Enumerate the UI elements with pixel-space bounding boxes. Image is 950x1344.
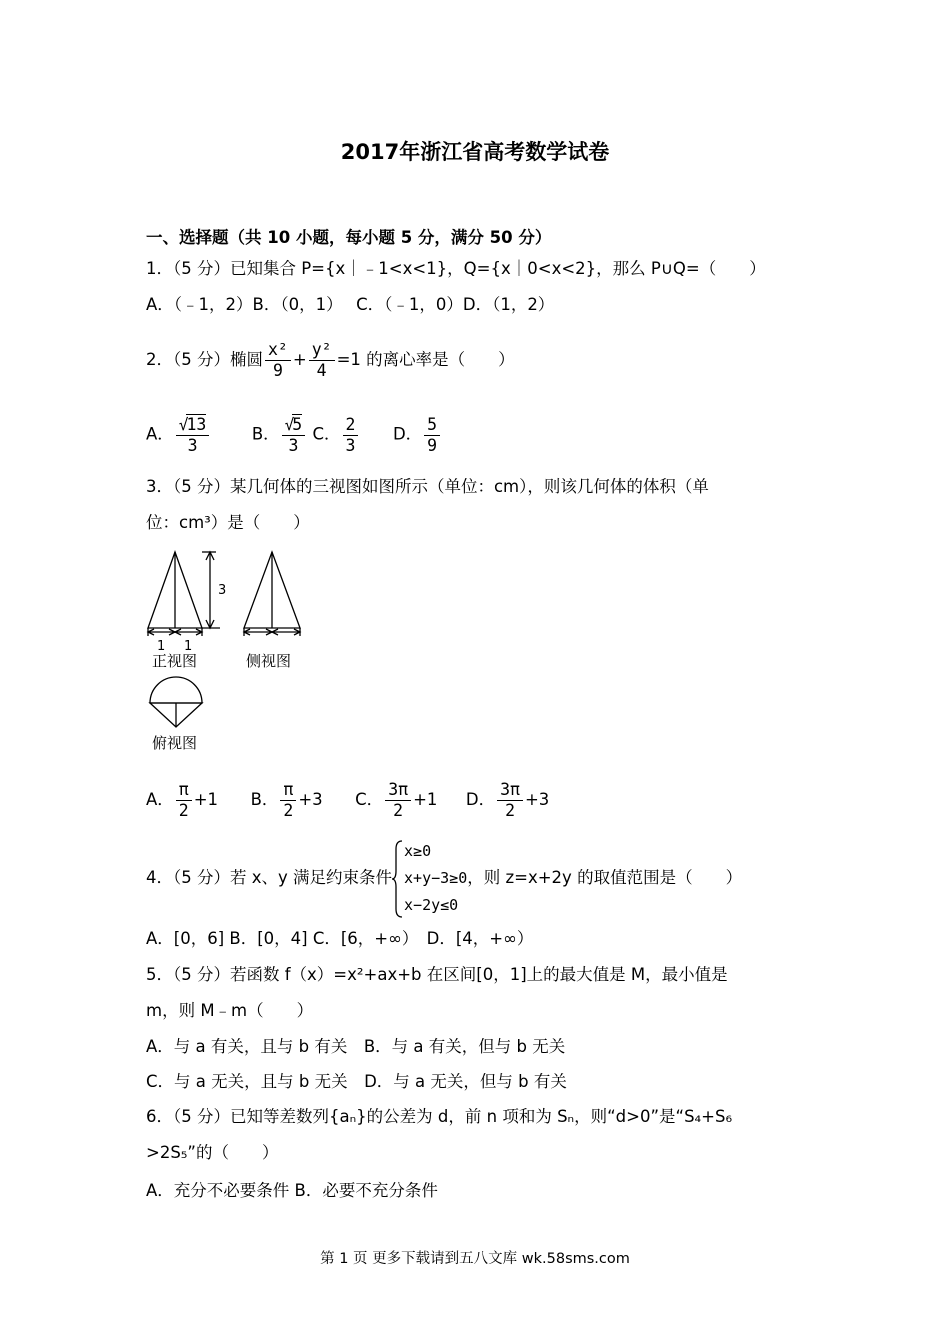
q2-prefix: 2．（5 分）椭圆	[146, 350, 263, 369]
page-footer: 第 1 页 更多下载请到五八文库 wk.58sms.com	[320, 1251, 630, 1267]
q3-option-a-label: A．	[146, 790, 174, 809]
q2-option-d-value: $\frac{5}{9}$	[424, 415, 440, 456]
question-2-text	[146, 340, 515, 381]
question-6-line-1: 6．（5 分）已知等差数列{aₙ}的公差为 d，前 n 项和为 Sₙ，则“d>0”是“S₄+S₆	[146, 1107, 733, 1126]
top-view-label: 俯视图	[152, 734, 198, 752]
q2-option-b-label: B．	[251, 424, 280, 444]
dim-label-1-right: 1	[184, 639, 193, 654]
three-view-figure	[140, 548, 320, 756]
question-1-options: A．（﹣1，2）B．（0，1） C．（﹣1，0）D．（1，2）	[146, 295, 555, 314]
section-heading: 一、选择题（共 10 小题，每小题 5 分，满分 50 分）	[146, 228, 552, 247]
question-6-options-ab: A．充分不必要条件 B．必要不充分条件	[146, 1181, 438, 1200]
constraint-1: x≥0	[404, 842, 432, 860]
q2-fraction-y: $\frac{\text{y²}}{4}$	[309, 340, 335, 381]
q2-fraction-x: $\frac{\text{x²}}{9}$	[265, 340, 291, 381]
q4-prefix: 4．（5 分）若 x、y 满足约束条件	[146, 868, 393, 887]
question-3-options	[146, 780, 549, 821]
q2-option-b-value: $\frac{√5}{3}$	[282, 414, 306, 456]
question-4-text	[146, 838, 742, 919]
top-view-semicircle	[150, 677, 202, 703]
question-5-options-ab: A．与 a 有关，且与 b 有关 B．与 a 有关，但与 b 无关	[146, 1037, 566, 1056]
question-4-options: A．[0，6] B．[0，4] C．[6，+∞） D．[4，+∞）	[146, 929, 534, 948]
q3-option-c-label: C．	[355, 790, 384, 809]
question-1-text: 1．（5 分）已知集合 P={x｜﹣1<x<1}，Q={x｜0<x<2}，那么 P∪Q=（ ）	[146, 259, 766, 278]
q2-option-c-value: $\frac{2}{3}$	[343, 415, 359, 456]
constraint-2: x+y−3≥0	[404, 869, 468, 887]
q3-option-d-suffix: +3	[524, 790, 550, 809]
q3-option-c-suffix: +1	[413, 790, 438, 809]
front-view-label: 正视图	[152, 652, 198, 670]
question-6-line-2: >2S₅”的（ ）	[146, 1143, 279, 1162]
q3-option-d-label: D．	[465, 790, 496, 809]
q2-option-c-label: C．	[312, 424, 341, 444]
constraint-brace	[392, 839, 404, 919]
question-5-line-1: 5．（5 分）若函数 f（x）=x²+ax+b 在区间[0，1]上的最大值是 M，最小值是	[146, 965, 728, 984]
page-title: 2017年浙江省高考数学试卷	[340, 140, 610, 164]
constraint-system	[404, 838, 467, 919]
question-5-options-cd: C．与 a 无关，且与 b 无关 D．与 a 无关，但与 b 有关	[146, 1072, 567, 1091]
dim-label-1-left: 1	[157, 639, 166, 654]
question-3-line-2: 位：cm³）是（ ）	[146, 513, 310, 532]
q3-option-b-suffix: +3	[298, 790, 323, 809]
q2-suffix: =1 的离心率是（ ）	[336, 350, 515, 369]
q3-option-b-label: B．	[250, 790, 279, 809]
q3-option-c-frac: $\frac{3\pi}{2}$	[385, 780, 411, 821]
q2-option-a-label: A．	[146, 424, 174, 444]
q2-plus: +	[292, 350, 307, 369]
q4-suffix: ，则 z=x+2y 的取值范围是（ ）	[467, 868, 743, 887]
question-2-options	[146, 414, 442, 456]
q3-option-b-frac: $\frac{\pi}{2}$	[280, 780, 296, 821]
question-3-line-1: 3．（5 分）某几何体的三视图如图所示（单位：cm），则该几何体的体积（单	[146, 477, 709, 496]
dim-label-3: 3	[218, 583, 227, 598]
q2-option-d-label: D．	[392, 424, 423, 444]
q3-option-a-frac: $\frac{\pi}{2}$	[176, 780, 192, 821]
q3-option-d-frac: $\frac{3\pi}{2}$	[497, 780, 523, 821]
q3-option-a-suffix: +1	[193, 790, 219, 809]
side-view-label: 侧视图	[246, 652, 292, 670]
question-5-line-2: m，则 M﹣m（ ）	[146, 1001, 314, 1020]
constraint-3: x−2y≤0	[404, 896, 459, 914]
q2-option-a-value: $\frac{√13}{3}$	[176, 414, 210, 456]
